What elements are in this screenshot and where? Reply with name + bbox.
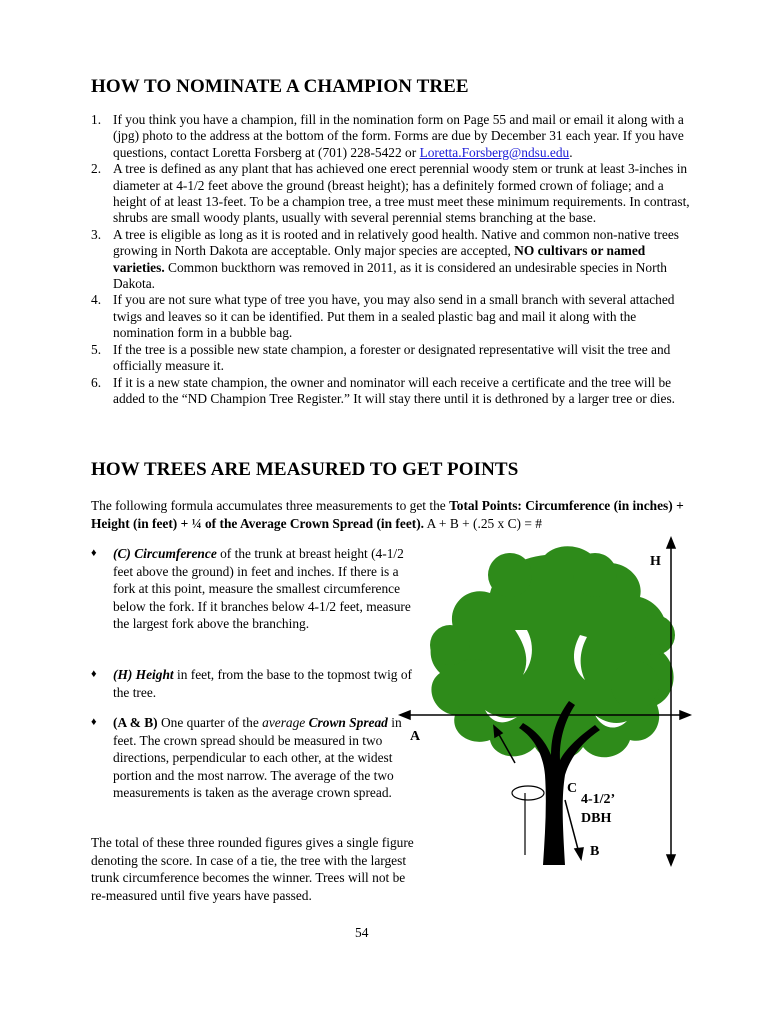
diamond-bullet-icon: ♦ (91, 668, 97, 680)
label-h: H (650, 554, 661, 569)
page-number: 54 (355, 925, 369, 940)
list-item (91, 375, 691, 408)
list-text: If it is a new state champion, the owner and nominator will each receive a certificate and the tree will be added to the “ND Champion Tree Register.” It will stay there until it is dethroned by a larger tree or dies. (113, 374, 676, 406)
bullet-label: (A & B) (113, 715, 158, 730)
circumference-loop (512, 786, 544, 855)
formula-intro (91, 497, 691, 532)
list-text: A tree is defined as any plant that has achieved one erect perennial woody stem or trunk at least 3-inches in diameter at 4-1/2 feet above the ground (breast height); has a definitely formed crown of foliage; and a height of at least 13-feet. To be a champion tree, a tree must meet these minimum requirements. In contrast, shrubs are small woody plants, usually with several perennial stems branching at the base. (113, 161, 690, 226)
list-number: 2. (91, 161, 102, 177)
bullet-text: in feet, from the base to the topmost twig of the tree. (113, 667, 413, 700)
section-title-measured: HOW TREES ARE MEASURED TO GET POINTS (91, 459, 519, 480)
section-title-nominate: HOW TO NOMINATE A CHAMPION TREE (91, 76, 469, 97)
tree-measurement-diagram (395, 535, 705, 870)
intro-bold-text: Total Points: Circumference (in inches) + Height (in feet) + ¼ of the Average Crown Spread (in feet). (91, 498, 684, 531)
list-text: Common buckthorn was removed in 2011, as it is considered an undesirable species in North Dakota. (113, 259, 667, 292)
list-text: If you are not sure what type of tree you have, you may also send in a small branch with several attached twigs and leaves so it can be identified. Put them in a sealed plastic bag and mail it along with the nomination form in a bubble bag. (113, 292, 675, 341)
tree-crown-icon (430, 546, 675, 759)
bullet-crown-spread (91, 714, 413, 802)
dbh-arrow (565, 800, 583, 859)
list-text: . (569, 144, 573, 160)
bullet-label: (C) Circumference (113, 546, 217, 561)
list-item (91, 161, 691, 227)
list-number: 5. (91, 341, 102, 357)
list-item (91, 342, 691, 375)
diamond-bullet-icon: ♦ (91, 716, 97, 728)
list-item (91, 227, 691, 293)
closing-paragraph: The total of these three rounded figures gives a single figure denoting the score. In case of a tie, the tree with the largest trunk circumference becomes the winner. Trees will not be re-measured until five years have passed. (91, 835, 414, 903)
bullet-text: One quarter of the (157, 715, 263, 730)
formula-text: A + B + (.25 x C) = # (424, 515, 542, 531)
list-number: 3. (91, 226, 102, 242)
label-c: C (567, 781, 578, 796)
list-number: 1. (91, 112, 102, 127)
list-number: 6. (91, 374, 102, 390)
list-text: A tree is eligible as long as it is rooted and in relatively good health. Native and common non-native trees growing in North Dakota are acceptable. Only major species are accepted, (113, 226, 679, 259)
bullet-height (91, 666, 413, 701)
label-b: B (590, 844, 600, 859)
list-number: 4. (91, 292, 102, 308)
height-arrow (667, 538, 675, 865)
list-bold-text: NO cultivars or named varieties. (113, 243, 646, 275)
label-a: A (410, 729, 421, 744)
label-dbh: DBH (581, 811, 612, 826)
diamond-bullet-icon: ♦ (91, 547, 97, 559)
bullet-text: in feet. The crown spread should be measured in two directions, perpendicular to each other, at the widest portion and the most narrow. The average of the two measurements is taken as the average crown spread. (113, 715, 402, 800)
list-text: If the tree is a possible new state champion, a forester or designated representative will visit the tree and officially measure it. (113, 341, 671, 374)
label-breast-height: 4-1/2’ (581, 792, 616, 807)
bullet-label: Crown Spread (305, 715, 388, 730)
bullet-text: of the trunk at breast height (4-1/2 feet above the ground) in feet and inches. If there is a fork at this point, measure the smallest circumference below the fork. If it branches below 4-1/2 feet, measure the largest fork above the branching. (113, 546, 411, 631)
bullet-circumference (91, 545, 413, 633)
list-text: If you think you have a champion, fill in the nomination form on Page 55 and mail or email it along with a (jpg) photo to the address at the bottom of the form. Forms are due by December 31 each year. If you have questions, contact Loretta Forsberg at (701) 228-5422 or (113, 112, 684, 160)
bullet-italic-text: average (262, 715, 306, 730)
list-item (91, 112, 691, 161)
email-link[interactable]: Loretta.Forsberg@ndsu.edu (419, 144, 570, 160)
list-item (91, 292, 691, 341)
intro-text: The following formula accumulates three measurements to get the (91, 498, 450, 513)
nomination-steps-list (91, 112, 691, 407)
bullet-label: (H) Height (113, 667, 174, 682)
